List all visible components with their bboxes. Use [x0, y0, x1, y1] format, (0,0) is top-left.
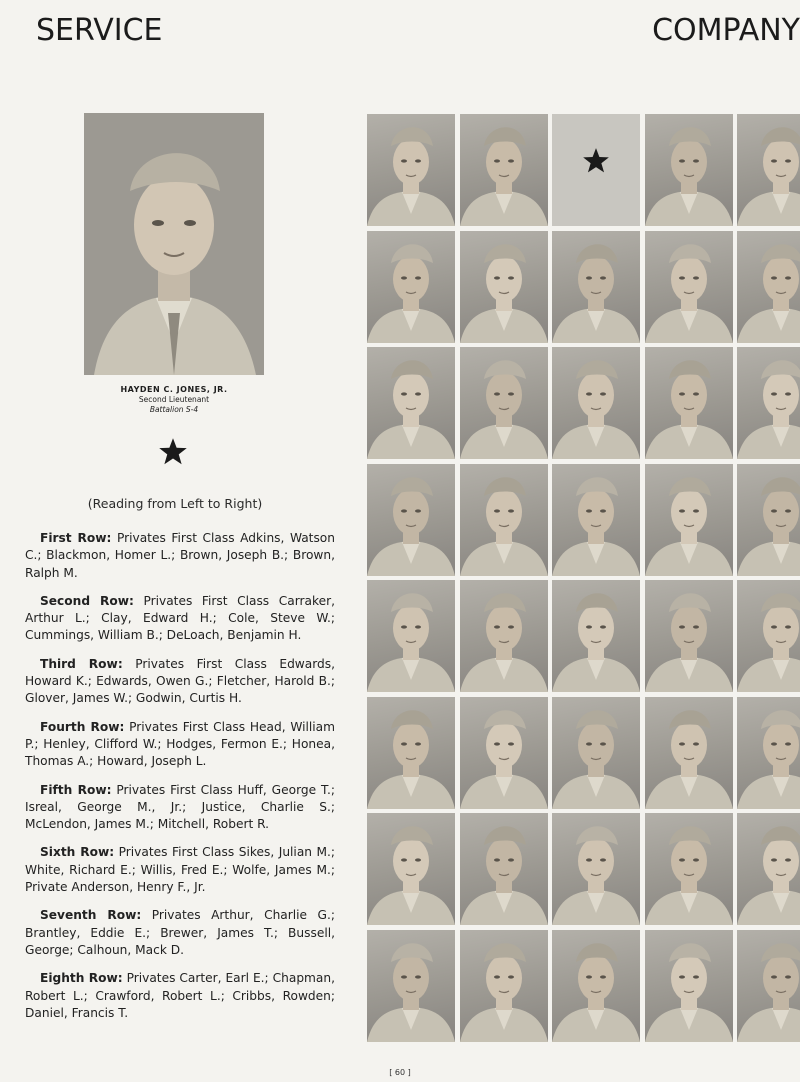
soldier-portrait: [460, 580, 548, 692]
row-names: Privates First Class Carraker, Arthur L.; Clay, Edward H.; Cole, Steve W.; Cummings, William B.; DeLoach, Benjamin H.: [25, 593, 335, 643]
soldier-portrait: [645, 347, 733, 459]
soldier-portrait: [552, 697, 640, 809]
soldier-portrait: [645, 114, 733, 226]
row-names: Privates First Class Edwards, Howard K.; Edwards, Owen G.; Fletcher, Harold B.; Glover, James W.; Godwin, Curtis H.: [25, 656, 335, 706]
page-title: [36, 10, 800, 50]
soldier-portrait: [460, 813, 548, 925]
soldier-portrait: [645, 464, 733, 576]
reading-direction-note: (Reading from Left to Right): [87, 496, 263, 511]
soldier-portrait: [367, 580, 455, 692]
soldier-portrait: [737, 697, 800, 809]
row-label: Seventh Row:: [40, 908, 142, 923]
officer-portrait: [84, 113, 264, 375]
row-label: Third Row:: [40, 656, 123, 671]
soldier-portrait: [460, 464, 548, 576]
soldier-portrait: [552, 930, 640, 1042]
soldier-portrait: [645, 231, 733, 343]
soldier-portrait: [367, 231, 455, 343]
title-word-service: SERVICE: [36, 12, 163, 48]
row-label: First Row:: [40, 531, 112, 545]
soldier-portrait: [737, 114, 800, 226]
soldier-portrait: [460, 347, 548, 459]
row-names: Privates First Class Head, William P.; Henley, Clifford W.; Hodges, Fermon E.; Honea, Thomas A.; Howard, Joseph L.: [25, 719, 335, 769]
soldier-portrait: [737, 580, 800, 692]
soldier-portrait: [460, 114, 548, 226]
roster-list: [25, 530, 335, 1033]
star-icon: [582, 147, 610, 175]
soldier-portrait: [552, 231, 640, 343]
row-names: Privates First Class Huff, George T.; Isreal, George M., Jr.; Justice, Charlie S.; McLendon, James M.; Mitchell, Robert R.: [25, 782, 335, 832]
soldier-portrait: [367, 930, 455, 1042]
soldier-portrait: [367, 347, 455, 459]
soldier-portrait: [367, 114, 455, 226]
row-names: Privates Arthur, Charlie G.; Brantley, Eddie E.; Brewer, James T.; Bussell, George; Calhoun, Mack D.: [25, 908, 335, 957]
roster-row: [25, 907, 335, 959]
soldier-portrait: [737, 347, 800, 459]
soldier-portrait: [460, 231, 548, 343]
row-label: Eighth Row:: [40, 971, 123, 986]
roster-row: [25, 719, 335, 771]
title-word-company: COMPANY: [652, 12, 800, 48]
page-number: [ 60 ]: [389, 1068, 411, 1077]
soldier-portrait: [737, 231, 800, 343]
officer-caption: [84, 385, 264, 415]
soldier-portrait: [645, 813, 733, 925]
soldier-portrait: [645, 580, 733, 692]
soldier-portrait: [367, 813, 455, 925]
roster-row: [25, 970, 335, 1022]
row-label: Fourth Row:: [40, 719, 125, 734]
soldier-photo-grid: [367, 114, 800, 1052]
soldier-portrait: [552, 347, 640, 459]
soldier-portrait: [645, 930, 733, 1042]
officer-rank: Second Lieutenant: [138, 395, 210, 404]
roster-row: [25, 656, 335, 708]
officer-duty: Battalion S-4: [149, 405, 199, 414]
row-names: Privates Carter, Earl E.; Chapman, Robert L.; Crawford, Robert L.; Cribbs, Rowden; Daniel, Francis T.: [25, 971, 335, 1020]
roster-row: [25, 844, 335, 896]
row-label: Second Row:: [40, 593, 134, 608]
roster-row: [25, 593, 335, 645]
soldier-portrait: [367, 697, 455, 809]
officer-name: HAYDEN C. JONES, JR.: [120, 385, 228, 394]
roster-row: [25, 530, 335, 582]
star-icon: [158, 437, 188, 467]
row-names: Privates First Class Sikes, Julian M.; White, Richard E.; Willis, Fred E.; Wolfe, James M.; Private Anderson, Henry F., Jr.: [25, 845, 336, 895]
soldier-portrait: [552, 464, 640, 576]
soldier-portrait: [737, 930, 800, 1042]
soldier-portrait: [460, 930, 548, 1042]
soldier-portrait: [645, 697, 733, 809]
row-label: Sixth Row:: [40, 845, 115, 860]
row-names: Privates First Class Adkins, Watson C.; Blackmon, Homer L.; Brown, Joseph B.; Brown, Ralph M.: [25, 531, 335, 580]
soldier-portrait: [552, 580, 640, 692]
row-label: Fifth Row:: [40, 782, 112, 797]
soldier-portrait: [737, 813, 800, 925]
star-placeholder-cell: [552, 114, 640, 226]
soldier-portrait: [460, 697, 548, 809]
roster-row: [25, 782, 335, 834]
soldier-portrait: [367, 464, 455, 576]
soldier-portrait: [737, 464, 800, 576]
soldier-portrait: [552, 813, 640, 925]
